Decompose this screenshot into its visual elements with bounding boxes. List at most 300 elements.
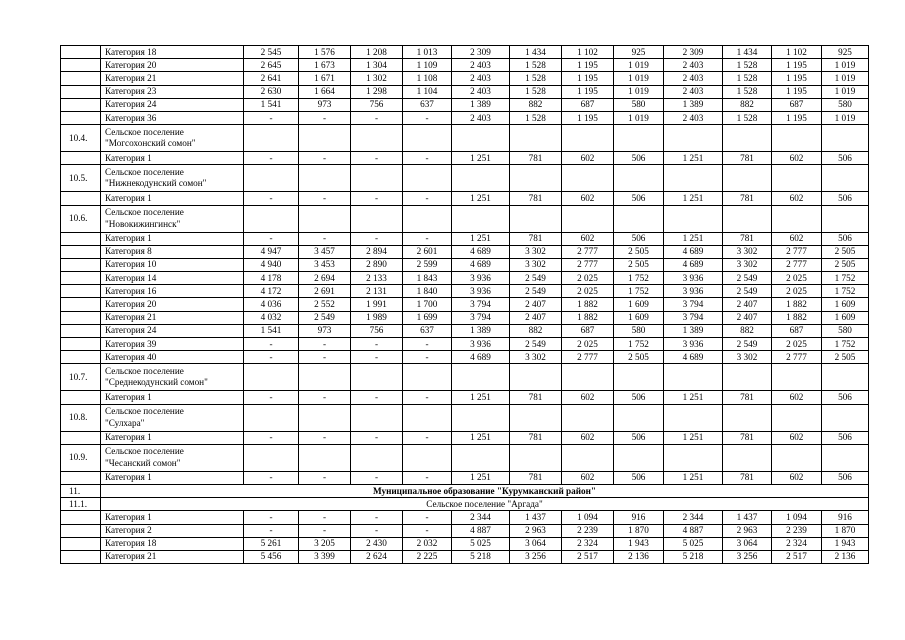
value-cell: 1 870 bbox=[822, 524, 869, 537]
value-cell: 3 453 bbox=[299, 258, 351, 271]
empty-cell bbox=[510, 205, 562, 232]
value-cell: - bbox=[351, 111, 403, 124]
value-cell: 580 bbox=[822, 324, 869, 337]
value-cell: 781 bbox=[510, 192, 562, 205]
category-name-cell: Категория 2 bbox=[101, 524, 244, 537]
settlement-row bbox=[61, 444, 869, 471]
row-number-cell bbox=[61, 338, 101, 351]
value-cell: - bbox=[351, 511, 403, 524]
value-cell: 1 251 bbox=[664, 232, 723, 245]
value-cell: 1 752 bbox=[614, 272, 664, 285]
value-cell: - bbox=[244, 511, 299, 524]
empty-cell bbox=[403, 444, 452, 471]
value-cell: 2 777 bbox=[772, 351, 822, 364]
value-cell: 3 302 bbox=[510, 245, 562, 258]
value-cell: 1 943 bbox=[614, 537, 664, 550]
table-row bbox=[61, 298, 869, 311]
value-cell: - bbox=[351, 192, 403, 205]
value-cell: 1 671 bbox=[299, 72, 351, 85]
value-cell: 1 434 bbox=[510, 46, 562, 59]
value-cell: 1 882 bbox=[772, 298, 822, 311]
value-cell: 781 bbox=[510, 431, 562, 444]
value-cell: 506 bbox=[822, 391, 869, 404]
empty-cell bbox=[822, 205, 869, 232]
empty-cell bbox=[299, 404, 351, 431]
value-cell: 2 552 bbox=[299, 298, 351, 311]
value-cell: 1 882 bbox=[562, 311, 614, 324]
value-cell: 1 752 bbox=[822, 285, 869, 298]
value-cell: 1 019 bbox=[822, 111, 869, 124]
category-name-cell: Категория 24 bbox=[101, 324, 244, 337]
table-row bbox=[61, 152, 869, 165]
table-row bbox=[61, 46, 869, 59]
value-cell: 1 251 bbox=[452, 471, 510, 484]
value-cell: 602 bbox=[772, 391, 822, 404]
table-row bbox=[61, 391, 869, 404]
empty-cell bbox=[562, 364, 614, 391]
value-cell: 2 894 bbox=[351, 245, 403, 258]
row-number-cell bbox=[61, 311, 101, 324]
empty-cell bbox=[403, 404, 452, 431]
value-cell: 2 407 bbox=[510, 311, 562, 324]
table-row bbox=[61, 511, 869, 524]
value-cell: 882 bbox=[723, 98, 772, 111]
value-cell: 2 505 bbox=[822, 351, 869, 364]
value-cell: 4 689 bbox=[664, 258, 723, 271]
value-cell: - bbox=[351, 338, 403, 351]
value-cell: 1 528 bbox=[723, 85, 772, 98]
value-cell: 781 bbox=[723, 232, 772, 245]
value-cell: 1 251 bbox=[452, 152, 510, 165]
category-name-cell: Категория 8 bbox=[101, 245, 244, 258]
category-name-cell: Категория 40 bbox=[101, 351, 244, 364]
value-cell: - bbox=[244, 192, 299, 205]
settlement-title: "Новокижингинск" bbox=[105, 218, 181, 229]
row-number-cell bbox=[61, 431, 101, 444]
municipality-row bbox=[61, 484, 869, 497]
table-row bbox=[61, 59, 869, 72]
row-number-cell bbox=[61, 258, 101, 271]
value-cell: 1 528 bbox=[510, 72, 562, 85]
empty-cell bbox=[614, 205, 664, 232]
value-cell: 2 344 bbox=[664, 511, 723, 524]
empty-cell bbox=[452, 404, 510, 431]
value-cell: 1 195 bbox=[562, 59, 614, 72]
value-cell: 1 019 bbox=[822, 72, 869, 85]
value-cell: 5 025 bbox=[452, 537, 510, 550]
empty-cell bbox=[562, 205, 614, 232]
value-cell: 2 694 bbox=[299, 272, 351, 285]
value-cell: 1 528 bbox=[723, 59, 772, 72]
row-number-cell bbox=[61, 324, 101, 337]
value-cell: 4 689 bbox=[664, 245, 723, 258]
empty-cell bbox=[452, 165, 510, 192]
value-cell: 4 178 bbox=[244, 272, 299, 285]
settlement-name-cell bbox=[101, 125, 244, 152]
value-cell: - bbox=[299, 111, 351, 124]
value-cell: - bbox=[299, 351, 351, 364]
value-cell: 506 bbox=[822, 232, 869, 245]
value-cell: 1 094 bbox=[562, 511, 614, 524]
settlement-label: Сельское поселение bbox=[105, 207, 184, 217]
row-number-cell: 10.9. bbox=[61, 444, 101, 471]
value-cell: 3 794 bbox=[452, 311, 510, 324]
settlement-row bbox=[61, 165, 869, 192]
value-cell: 1 528 bbox=[723, 72, 772, 85]
value-cell: 3 936 bbox=[664, 285, 723, 298]
empty-cell bbox=[351, 165, 403, 192]
value-cell: - bbox=[403, 192, 452, 205]
value-cell: 1 699 bbox=[403, 311, 452, 324]
value-cell: 3 794 bbox=[452, 298, 510, 311]
value-cell: 3 457 bbox=[299, 245, 351, 258]
value-cell: 1 195 bbox=[772, 111, 822, 124]
value-cell: 506 bbox=[614, 232, 664, 245]
value-cell: 1 673 bbox=[299, 59, 351, 72]
value-cell: 2 549 bbox=[723, 285, 772, 298]
category-name-cell: Категория 1 bbox=[101, 471, 244, 484]
value-cell: 1 752 bbox=[822, 272, 869, 285]
empty-cell bbox=[299, 444, 351, 471]
value-cell: 1 752 bbox=[614, 338, 664, 351]
value-cell: 1 251 bbox=[452, 192, 510, 205]
row-number-cell bbox=[61, 46, 101, 59]
value-cell: 3 302 bbox=[510, 351, 562, 364]
row-number-cell bbox=[61, 511, 101, 524]
value-cell: 3 205 bbox=[299, 537, 351, 550]
value-cell: 506 bbox=[614, 192, 664, 205]
row-number-cell: 11.1. bbox=[61, 498, 101, 511]
value-cell: 4 947 bbox=[244, 245, 299, 258]
value-cell: 637 bbox=[403, 98, 452, 111]
value-cell: 2 403 bbox=[452, 59, 510, 72]
value-cell: 2 324 bbox=[772, 537, 822, 550]
empty-cell bbox=[299, 165, 351, 192]
value-cell: 3 256 bbox=[510, 550, 562, 563]
settlement-name-cell bbox=[101, 205, 244, 232]
value-cell: 3 936 bbox=[452, 272, 510, 285]
value-cell: 1 019 bbox=[614, 72, 664, 85]
value-cell: 602 bbox=[772, 431, 822, 444]
value-cell: - bbox=[244, 152, 299, 165]
category-name-cell: Категория 18 bbox=[101, 46, 244, 59]
empty-cell bbox=[664, 364, 723, 391]
value-cell: 1 104 bbox=[403, 85, 452, 98]
settlement-row bbox=[61, 498, 869, 511]
value-cell: 3 302 bbox=[723, 351, 772, 364]
value-cell: 2 505 bbox=[614, 245, 664, 258]
settlement-title: "Нижнекодунский сомон" bbox=[105, 178, 207, 189]
value-cell: 2 549 bbox=[510, 338, 562, 351]
empty-cell bbox=[351, 125, 403, 152]
empty-cell bbox=[452, 125, 510, 152]
empty-cell bbox=[299, 125, 351, 152]
value-cell: 1 528 bbox=[510, 59, 562, 72]
category-name-cell: Категория 1 bbox=[101, 391, 244, 404]
row-number-cell: 10.4. bbox=[61, 125, 101, 152]
value-cell: 1 302 bbox=[351, 72, 403, 85]
value-cell: 2 505 bbox=[614, 258, 664, 271]
row-number-cell: 11. bbox=[61, 484, 101, 497]
value-cell: 2 549 bbox=[510, 272, 562, 285]
value-cell: 1 251 bbox=[664, 391, 723, 404]
value-cell: 882 bbox=[723, 324, 772, 337]
value-cell: 602 bbox=[562, 192, 614, 205]
category-name-cell: Категория 1 bbox=[101, 152, 244, 165]
value-cell: 1 541 bbox=[244, 98, 299, 111]
empty-cell bbox=[772, 205, 822, 232]
value-cell: 2 403 bbox=[664, 72, 723, 85]
settlement-title: "Среднекодунский сомон" bbox=[105, 377, 208, 388]
value-cell: 3 302 bbox=[723, 258, 772, 271]
value-cell: 2 777 bbox=[772, 258, 822, 271]
value-cell: 756 bbox=[351, 324, 403, 337]
value-cell: 973 bbox=[299, 98, 351, 111]
value-cell: 5 456 bbox=[244, 550, 299, 563]
value-cell: 1 541 bbox=[244, 324, 299, 337]
value-cell: 2 025 bbox=[772, 338, 822, 351]
value-cell: - bbox=[299, 232, 351, 245]
value-cell: 1 752 bbox=[614, 285, 664, 298]
value-cell: 2 890 bbox=[351, 258, 403, 271]
empty-cell bbox=[772, 404, 822, 431]
value-cell: 602 bbox=[772, 192, 822, 205]
value-cell: 781 bbox=[510, 471, 562, 484]
value-cell: 1 019 bbox=[822, 85, 869, 98]
value-cell: 4 887 bbox=[664, 524, 723, 537]
value-cell: 1 108 bbox=[403, 72, 452, 85]
table-row bbox=[61, 85, 869, 98]
value-cell: 781 bbox=[510, 152, 562, 165]
table-row bbox=[61, 232, 869, 245]
value-cell: 2 136 bbox=[822, 550, 869, 563]
row-number-cell bbox=[61, 537, 101, 550]
value-cell: 3 302 bbox=[510, 258, 562, 271]
empty-cell bbox=[664, 125, 723, 152]
value-cell: 3 256 bbox=[723, 550, 772, 563]
empty-cell bbox=[299, 364, 351, 391]
value-cell: 1 195 bbox=[562, 85, 614, 98]
value-cell: 2 133 bbox=[351, 272, 403, 285]
category-name-cell: Категория 21 bbox=[101, 311, 244, 324]
value-cell: 1 991 bbox=[351, 298, 403, 311]
empty-cell bbox=[664, 165, 723, 192]
value-cell: 2 403 bbox=[452, 85, 510, 98]
empty-cell bbox=[351, 205, 403, 232]
value-cell: 1 013 bbox=[403, 46, 452, 59]
empty-cell bbox=[614, 444, 664, 471]
row-number-cell: 10.8. bbox=[61, 404, 101, 431]
settlement-row bbox=[61, 364, 869, 391]
value-cell: 781 bbox=[723, 431, 772, 444]
value-cell: 2 344 bbox=[452, 511, 510, 524]
empty-cell bbox=[452, 364, 510, 391]
value-cell: 925 bbox=[822, 46, 869, 59]
value-cell: 4 172 bbox=[244, 285, 299, 298]
value-cell: 1 195 bbox=[772, 59, 822, 72]
value-cell: 2 505 bbox=[614, 351, 664, 364]
category-name-cell: Категория 1 bbox=[101, 431, 244, 444]
empty-cell bbox=[244, 404, 299, 431]
empty-cell bbox=[723, 125, 772, 152]
category-name-cell: Категория 20 bbox=[101, 298, 244, 311]
value-cell: - bbox=[403, 232, 452, 245]
category-name-cell: Категория 1 bbox=[101, 232, 244, 245]
value-cell: 506 bbox=[614, 471, 664, 484]
value-cell: 3 064 bbox=[510, 537, 562, 550]
value-cell: 1 195 bbox=[772, 85, 822, 98]
empty-cell bbox=[510, 125, 562, 152]
empty-cell bbox=[822, 404, 869, 431]
value-cell: 1 528 bbox=[510, 85, 562, 98]
empty-cell bbox=[772, 125, 822, 152]
value-cell: 2 407 bbox=[510, 298, 562, 311]
value-cell: 2 407 bbox=[723, 298, 772, 311]
value-cell: 1 882 bbox=[772, 311, 822, 324]
value-cell: 1 019 bbox=[614, 59, 664, 72]
value-cell: 882 bbox=[510, 98, 562, 111]
settlement-name-cell bbox=[101, 364, 244, 391]
empty-cell bbox=[614, 404, 664, 431]
value-cell: - bbox=[299, 431, 351, 444]
value-cell: 2 645 bbox=[244, 59, 299, 72]
value-cell: 2 505 bbox=[822, 258, 869, 271]
empty-cell bbox=[664, 205, 723, 232]
value-cell: 1 298 bbox=[351, 85, 403, 98]
value-cell: 506 bbox=[614, 431, 664, 444]
value-cell: - bbox=[244, 351, 299, 364]
value-cell: 3 936 bbox=[664, 272, 723, 285]
row-number-cell bbox=[61, 550, 101, 563]
value-cell: - bbox=[351, 351, 403, 364]
value-cell: 2 407 bbox=[723, 311, 772, 324]
value-cell: 4 032 bbox=[244, 311, 299, 324]
empty-cell bbox=[403, 364, 452, 391]
table-row bbox=[61, 550, 869, 563]
value-cell: 1 195 bbox=[772, 72, 822, 85]
value-cell: 925 bbox=[614, 46, 664, 59]
empty-cell bbox=[244, 125, 299, 152]
value-cell: 1 609 bbox=[614, 298, 664, 311]
table-row bbox=[61, 524, 869, 537]
value-cell: 4 036 bbox=[244, 298, 299, 311]
empty-cell bbox=[664, 444, 723, 471]
value-cell: 1 664 bbox=[299, 85, 351, 98]
value-cell: 1 389 bbox=[664, 98, 723, 111]
value-cell: 3 794 bbox=[664, 298, 723, 311]
value-cell: 2 777 bbox=[562, 258, 614, 271]
value-cell: 2 403 bbox=[664, 59, 723, 72]
value-cell: 1 389 bbox=[452, 324, 510, 337]
row-number-cell bbox=[61, 298, 101, 311]
value-cell: - bbox=[299, 338, 351, 351]
value-cell: 2 025 bbox=[562, 285, 614, 298]
value-cell: 2 136 bbox=[614, 550, 664, 563]
empty-cell bbox=[299, 205, 351, 232]
table-row bbox=[61, 285, 869, 298]
value-cell: 1 208 bbox=[351, 46, 403, 59]
value-cell: 1 195 bbox=[562, 111, 614, 124]
empty-cell bbox=[772, 364, 822, 391]
category-name-cell: Категория 20 bbox=[101, 59, 244, 72]
table-row bbox=[61, 245, 869, 258]
value-cell: - bbox=[351, 391, 403, 404]
value-cell: 4 689 bbox=[452, 351, 510, 364]
value-cell: 4 689 bbox=[452, 258, 510, 271]
category-name-cell: Категория 23 bbox=[101, 85, 244, 98]
row-number-cell bbox=[61, 524, 101, 537]
value-cell: 2 403 bbox=[452, 72, 510, 85]
value-cell: 602 bbox=[562, 152, 614, 165]
value-cell: 637 bbox=[403, 324, 452, 337]
empty-cell bbox=[244, 165, 299, 192]
value-cell: 4 689 bbox=[664, 351, 723, 364]
empty-cell bbox=[614, 364, 664, 391]
value-cell: - bbox=[403, 111, 452, 124]
value-cell: 1 437 bbox=[723, 511, 772, 524]
value-cell: 1 304 bbox=[351, 59, 403, 72]
value-cell: 1 251 bbox=[452, 431, 510, 444]
table-row bbox=[61, 192, 869, 205]
value-cell: 2 309 bbox=[452, 46, 510, 59]
empty-cell bbox=[510, 404, 562, 431]
value-cell: 1 251 bbox=[664, 192, 723, 205]
empty-cell bbox=[822, 165, 869, 192]
row-number-cell bbox=[61, 152, 101, 165]
empty-cell bbox=[351, 404, 403, 431]
value-cell: - bbox=[403, 431, 452, 444]
empty-cell bbox=[510, 165, 562, 192]
value-cell: 2 239 bbox=[562, 524, 614, 537]
value-cell: - bbox=[244, 391, 299, 404]
value-cell: 1 251 bbox=[664, 152, 723, 165]
value-cell: 5 218 bbox=[452, 550, 510, 563]
value-cell: 687 bbox=[772, 324, 822, 337]
settlement-row bbox=[61, 125, 869, 152]
value-cell: 882 bbox=[510, 324, 562, 337]
value-cell: 1 943 bbox=[822, 537, 869, 550]
value-cell: 3 794 bbox=[664, 311, 723, 324]
settlement-row bbox=[61, 404, 869, 431]
value-cell: 1 870 bbox=[614, 524, 664, 537]
value-cell: 2 032 bbox=[403, 537, 452, 550]
value-cell: 1 109 bbox=[403, 59, 452, 72]
value-cell: - bbox=[403, 338, 452, 351]
table-row bbox=[61, 324, 869, 337]
empty-cell bbox=[723, 444, 772, 471]
value-cell: 506 bbox=[822, 471, 869, 484]
value-cell: 580 bbox=[822, 98, 869, 111]
table-row bbox=[61, 311, 869, 324]
value-cell: - bbox=[351, 471, 403, 484]
value-cell: 1 102 bbox=[562, 46, 614, 59]
value-cell: 2 641 bbox=[244, 72, 299, 85]
category-name-cell: Категория 10 bbox=[101, 258, 244, 271]
row-number-cell: 10.7. bbox=[61, 364, 101, 391]
settlement-title: "Могсохонский сомон" bbox=[105, 138, 196, 149]
value-cell: - bbox=[244, 338, 299, 351]
row-number-cell bbox=[61, 98, 101, 111]
value-cell: 1 437 bbox=[510, 511, 562, 524]
value-cell: 3 936 bbox=[664, 338, 723, 351]
value-cell: - bbox=[244, 232, 299, 245]
value-cell: 687 bbox=[562, 98, 614, 111]
category-name-cell: Категория 21 bbox=[101, 72, 244, 85]
value-cell: - bbox=[299, 192, 351, 205]
value-cell: 580 bbox=[614, 98, 664, 111]
value-cell: 1 251 bbox=[664, 471, 723, 484]
empty-cell bbox=[562, 444, 614, 471]
